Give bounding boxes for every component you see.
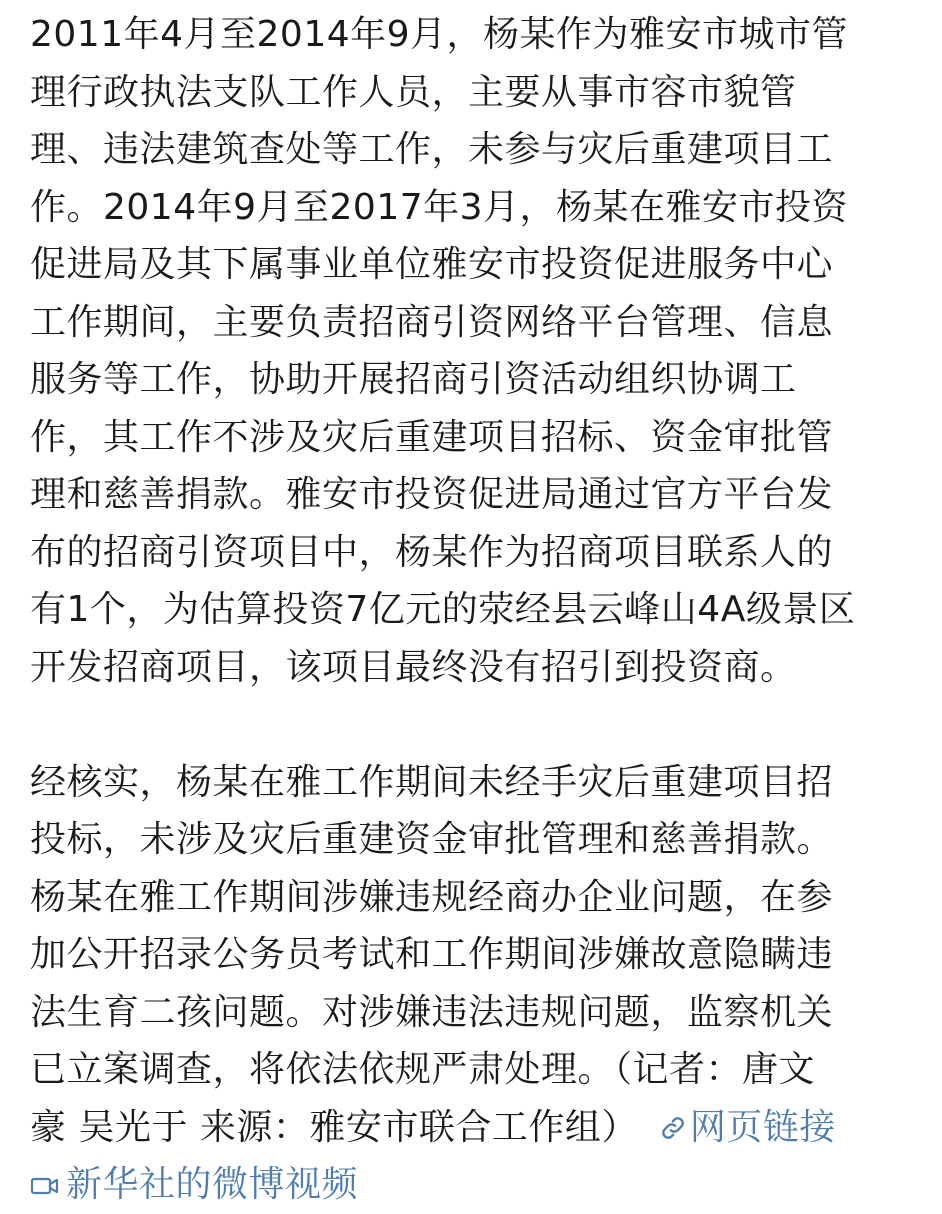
text-line: 理、违法建筑查处等工作，未参与灾后重建项目工	[30, 129, 834, 170]
text-line: 法生育二孩问题。对涉嫌违法违规问题，监察机关	[30, 991, 834, 1033]
video-link-label: 新华社的微博视频	[66, 1164, 359, 1205]
article-body	[30, 6, 920, 1214]
text-line: 理行政执法支队工作人员，主要从事市容市貌管	[30, 71, 797, 113]
text-line: 有1个，为估算投资7亿元的荥经县云峰山4A级景区	[30, 589, 856, 630]
text-line: 已立案调查，将依法依规严肃处理。（记者：唐文	[30, 1049, 816, 1090]
text-line: 作，其工作不涉及灾后重建项目招标、资金审批管	[30, 416, 834, 458]
text-line: 工作期间，主要负责招商引资网络平台管理、信息	[30, 301, 834, 343]
text-line: 投标，未涉及灾后重建资金审批管理和慈善捐款。	[30, 819, 834, 860]
text-line: 促进局及其下属事业单位雅安市投资促进服务中心	[30, 244, 834, 285]
text-line: 加公开招录公务员考试和工作期间涉嫌故意隐瞒违	[30, 934, 834, 975]
text-line: 理和慈善捐款。雅安市投资促进局通过官方平台发	[30, 474, 834, 515]
text-line: 开发招商项目，该项目最终没有招引到投资商。	[30, 646, 797, 688]
text-line: 经核实，杨某在雅工作期间未经手灾后重建项目招	[30, 761, 834, 803]
web-link[interactable]	[660, 1099, 836, 1157]
link-icon	[660, 1115, 686, 1141]
text-line: 布的招商引资项目中，杨某作为招商项目联系人的	[30, 531, 834, 573]
paragraph-gap	[30, 696, 920, 754]
text-line-end: 豪 吴光于 来源：雅安市联合工作组）	[30, 1106, 638, 1148]
paragraph-2	[30, 754, 920, 1214]
web-link-label: 网页链接	[689, 1106, 836, 1148]
video-camera-icon	[30, 1173, 60, 1199]
video-link[interactable]	[30, 1156, 920, 1214]
text-line: 作。2014年9月至2017年3月，杨某在雅安市投资	[30, 186, 849, 228]
paragraph-1	[30, 6, 920, 696]
text-line: 服务等工作，协助开展招商引资活动组织协调工	[30, 359, 797, 400]
text-line-with-link	[30, 1099, 920, 1157]
text-line: 2011年4月至2014年9月，杨某作为雅安市城市管	[30, 14, 849, 55]
text-line: 杨某在雅工作期间涉嫌违规经商办企业问题，在参	[30, 876, 834, 918]
